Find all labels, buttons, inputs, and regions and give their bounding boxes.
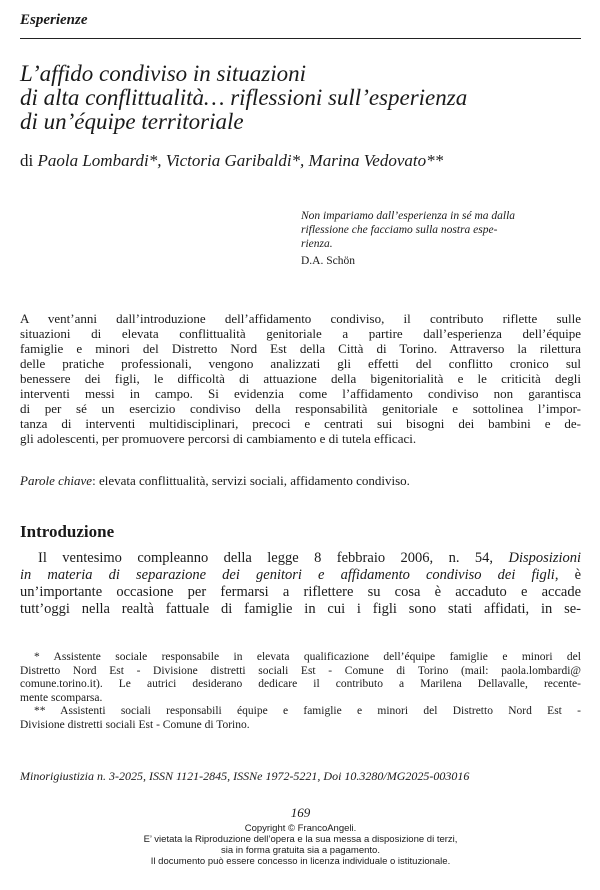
article-title xyxy=(20,62,581,134)
author-names: Paola Lombardi*, Victoria Garibaldi*, Marina Vedovato** xyxy=(37,151,444,170)
epigraph-line: riflessione che facciamo sulla nostra espe- xyxy=(301,224,498,236)
abstract-line: benessere dei figli, le difficoltà di attuazione della bigenitorialità e le criticità degli xyxy=(20,371,581,386)
intro-line xyxy=(20,550,581,567)
abstract-line: gli adolescenti, per promuovere percorsi di cambiamento e di tutela efficaci. xyxy=(20,431,417,446)
intro-line: tutt’oggi nella realtà fattuale di famiglie in cui i figli sono stati affidati, in se- xyxy=(20,601,581,617)
epigraph xyxy=(301,209,581,268)
copyright-line: Il documento può essere concesso in licenza individuale o istituzionale. xyxy=(150,856,451,867)
keywords xyxy=(20,473,581,489)
intro-heading: Introduzione xyxy=(20,522,115,541)
title-line: L’affido condiviso in situazioni xyxy=(20,61,307,86)
abstract-line: delle pratiche professionali, vengono analizzati gli effetti del conflitto cronico sul xyxy=(20,356,581,371)
abstract-line: A vent’anni dall’introduzione dell’affidamento condiviso, il contributo riflette sulle xyxy=(20,311,581,326)
page-number: 169 xyxy=(290,805,311,820)
abstract-line: interventi messi in campo. Si evidenzia come l’affidamento condiviso non garantisca xyxy=(20,386,581,401)
intro-paragraph xyxy=(20,550,581,618)
abstract-line: famiglie e minori del Distretto Nord Est della Città di Torino. Attraverso la rilettura xyxy=(20,341,581,356)
footnote-line: comune.torino.it). Le autrici desiderano dedicare il contributo a Marilena Dellavalle, recente- xyxy=(20,678,581,690)
copyright-line: Copyright © FrancoAngeli. xyxy=(244,823,357,834)
title-line: di un’équipe territoriale xyxy=(20,109,244,134)
author-line xyxy=(20,151,581,171)
footnote-line: mente scomparsa. xyxy=(20,691,103,704)
intro-line xyxy=(20,567,581,584)
epigraph-quote xyxy=(301,209,581,251)
header-rule xyxy=(20,38,581,39)
intro-line: un’importante occasione per fermarsi a riflettere su cosa è accaduto e accade xyxy=(20,584,581,600)
title-line: di alta conflittualità… riflessioni sull’esperienza xyxy=(20,85,468,110)
epigraph-line: Non impariamo dall’esperienza in sé ma dalla xyxy=(301,210,516,222)
intro-text-run: Il ventesimo compleanno della legge 8 febbraio 2006, n. 54, xyxy=(38,550,494,566)
abstract-line: tanza di interventi multidisciplinari, precoci e centrati sui bisogni dei bambini e de- xyxy=(20,416,581,431)
abstract xyxy=(20,311,581,446)
footnote-line: * Assistente sociale responsabile in elevata qualificazione dell’équipe famiglie e minori del xyxy=(34,651,581,663)
law-title-run: Disposizioni xyxy=(508,550,581,566)
law-title-run: in materia di separazione dei genitori e affidamento condiviso dei figli xyxy=(20,567,555,583)
epigraph-author: D.A. Schön xyxy=(301,255,355,267)
section-header: Esperienze xyxy=(20,12,88,28)
abstract-line: di per sé un esercizio condiviso della responsabilità genitoriale e sottolinea l’impor- xyxy=(20,401,581,416)
abstract-line: situazioni di elevata conflittualità genitoriale a partire dall’esperienza dell’équipe xyxy=(20,326,581,341)
intro-text-run: , è xyxy=(554,567,581,583)
copyright-line: E’ vietata la Riproduzione dell’opera e la sua messa a disposizione di terzi, xyxy=(143,834,458,845)
footnote-line: ** Assistenti sociali responsabili équipe e famiglie e minori del Distretto Nord Est - xyxy=(34,705,581,717)
journal-citation: Minorigiustizia n. 3-2025, ISSN 1121-2845, ISSNe 1972-5221, Doi 10.3280/MG2025-003016 xyxy=(20,769,470,783)
article-page xyxy=(20,0,581,890)
epigraph-line: rienza. xyxy=(301,238,333,250)
keywords-label: Parole chiave xyxy=(20,473,93,488)
footnote-line: Divisione distretti sociali Est - Comune di Torino. xyxy=(20,718,250,731)
footnotes xyxy=(20,651,581,732)
author-prefix: di xyxy=(20,151,34,170)
copyright-line: sia in forma gratuita sia a pagamento. xyxy=(221,845,380,856)
copyright-notice xyxy=(20,823,581,867)
keywords-text: : elevata conflittualità, servizi sociali, affidamento condiviso. xyxy=(92,473,410,488)
footnote-line: Distretto Nord Est - Divisione distretti sociali Est - Comune di Torino (mail: paola.lombardi@ xyxy=(20,664,581,677)
